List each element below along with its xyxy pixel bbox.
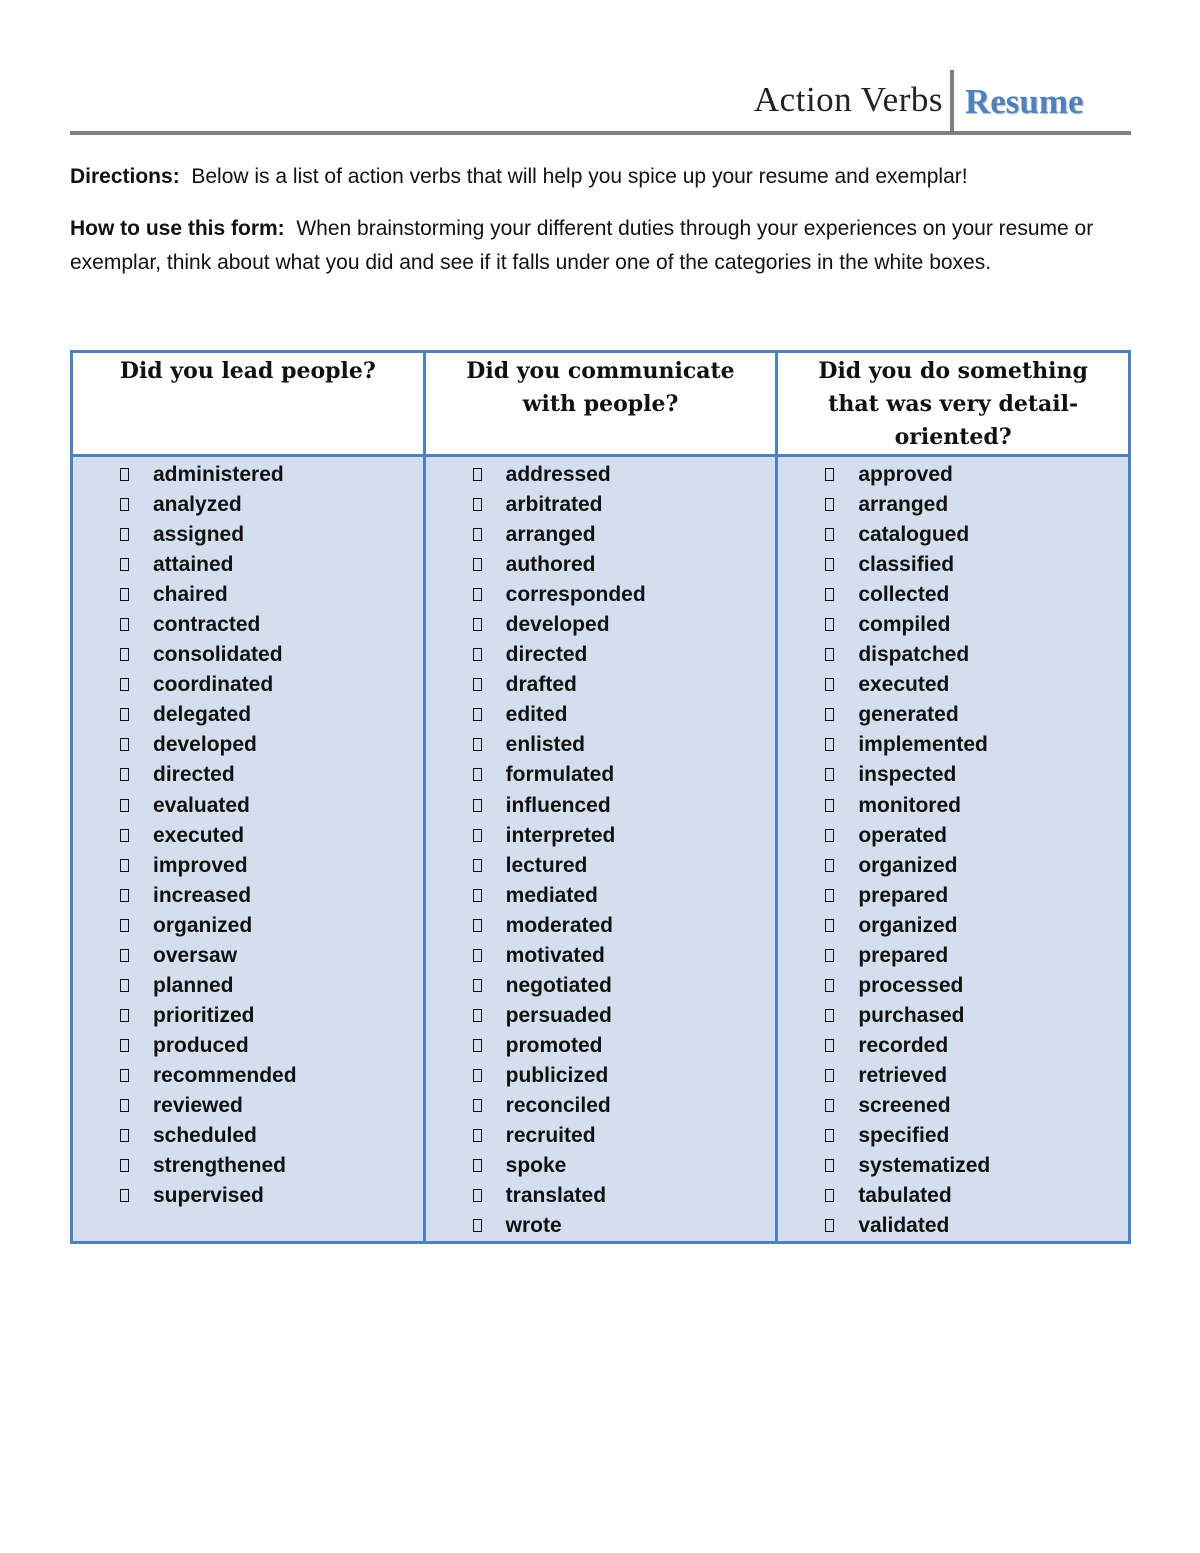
action-verbs-table bbox=[70, 350, 1131, 1244]
verb-label: strengthened bbox=[153, 1154, 287, 1178]
verb-label: supervised bbox=[153, 1184, 264, 1208]
checkbox-icon[interactable] bbox=[120, 1099, 129, 1112]
verb-item[interactable] bbox=[426, 730, 776, 760]
verb-item[interactable] bbox=[426, 851, 776, 881]
checkbox-icon[interactable] bbox=[825, 1159, 834, 1172]
verb-item[interactable] bbox=[426, 550, 776, 580]
checkbox-icon[interactable] bbox=[120, 498, 129, 511]
checkbox-icon[interactable] bbox=[473, 1189, 482, 1202]
verb-label: implemented bbox=[858, 733, 988, 757]
verb-label: analyzed bbox=[153, 493, 242, 517]
verb-item[interactable] bbox=[73, 700, 423, 730]
verb-item[interactable] bbox=[778, 550, 1128, 580]
verb-item[interactable] bbox=[73, 550, 423, 580]
how-to-label: How to use this form: bbox=[70, 217, 285, 240]
checkbox-icon[interactable] bbox=[120, 889, 129, 902]
column-heading-lead: Did you lead people? bbox=[72, 352, 425, 456]
verb-label: systematized bbox=[858, 1154, 991, 1178]
checkbox-icon[interactable] bbox=[120, 1159, 129, 1172]
verb-label: translated bbox=[505, 1184, 607, 1208]
verb-label: corresponded bbox=[505, 583, 646, 607]
verb-item[interactable] bbox=[426, 670, 776, 700]
verb-item[interactable] bbox=[778, 610, 1128, 640]
checkbox-icon[interactable] bbox=[825, 528, 834, 541]
checkbox-icon[interactable] bbox=[120, 1129, 129, 1142]
checkbox-icon[interactable] bbox=[473, 949, 482, 962]
verb-item[interactable] bbox=[778, 670, 1128, 700]
checkbox-icon[interactable] bbox=[825, 678, 834, 691]
verb-label: recorded bbox=[858, 1033, 949, 1057]
verb-label: inspected bbox=[858, 763, 957, 787]
checkbox-icon[interactable] bbox=[120, 1039, 129, 1052]
checkbox-icon[interactable] bbox=[473, 1219, 482, 1232]
verb-label: arranged bbox=[858, 493, 949, 517]
verb-item[interactable] bbox=[778, 1091, 1128, 1121]
checkbox-icon[interactable] bbox=[120, 829, 129, 842]
checkbox-icon[interactable] bbox=[473, 979, 482, 992]
checkbox-icon[interactable] bbox=[825, 738, 834, 751]
verb-item[interactable] bbox=[73, 911, 423, 941]
checkbox-icon[interactable] bbox=[825, 859, 834, 872]
verb-label: consolidated bbox=[153, 643, 283, 667]
verb-label: drafted bbox=[505, 673, 577, 697]
verb-label: prepared bbox=[858, 883, 949, 907]
checkbox-icon[interactable] bbox=[825, 799, 834, 812]
verb-item[interactable] bbox=[426, 520, 776, 550]
checkbox-icon[interactable] bbox=[825, 1069, 834, 1082]
verb-label: monitored bbox=[858, 793, 961, 817]
verb-item[interactable] bbox=[73, 1061, 423, 1091]
checkbox-icon[interactable] bbox=[473, 1009, 482, 1022]
how-to-text: When brainstorming your different duties through your experiences on your resume or exemplar, think about what you did and see if it falls under one of the categories in the white boxes. bbox=[70, 217, 1094, 274]
verb-item[interactable] bbox=[426, 1211, 776, 1241]
verb-label: lectured bbox=[505, 853, 588, 877]
checkbox-icon[interactable] bbox=[825, 768, 834, 781]
checkbox-icon[interactable] bbox=[825, 1189, 834, 1202]
verb-item[interactable] bbox=[778, 1211, 1128, 1241]
checkbox-icon[interactable] bbox=[473, 738, 482, 751]
verb-item[interactable] bbox=[778, 821, 1128, 851]
table-header-row bbox=[72, 352, 1130, 456]
verb-item[interactable] bbox=[73, 490, 423, 520]
checkbox-icon[interactable] bbox=[120, 618, 129, 631]
verb-label: generated bbox=[858, 703, 959, 727]
verb-item[interactable] bbox=[73, 1001, 423, 1031]
checkbox-icon[interactable] bbox=[473, 498, 482, 511]
verb-label: attained bbox=[153, 553, 234, 577]
verb-label: purchased bbox=[858, 1003, 965, 1027]
verb-label: screened bbox=[858, 1093, 951, 1117]
directions-text: Below is a list of action verbs that will help you spice up your resume and exemplar! bbox=[191, 165, 968, 188]
verb-item[interactable] bbox=[778, 1001, 1128, 1031]
verb-item[interactable] bbox=[426, 1031, 776, 1061]
checkbox-icon[interactable] bbox=[473, 1159, 482, 1172]
checkbox-icon[interactable] bbox=[120, 648, 129, 661]
verb-label: enlisted bbox=[505, 733, 586, 757]
checkbox-icon[interactable] bbox=[473, 558, 482, 571]
verb-item[interactable] bbox=[426, 881, 776, 911]
checkbox-icon[interactable] bbox=[473, 1099, 482, 1112]
verb-item[interactable] bbox=[73, 1121, 423, 1151]
verb-label: prepared bbox=[858, 943, 949, 967]
verb-label: increased bbox=[153, 883, 252, 907]
checkbox-icon[interactable] bbox=[120, 528, 129, 541]
verb-item[interactable] bbox=[778, 640, 1128, 670]
verb-label: reconciled bbox=[505, 1093, 611, 1117]
verb-label: classified bbox=[858, 553, 955, 577]
header-title: Action Verbs bbox=[753, 80, 943, 119]
verb-item[interactable] bbox=[73, 1181, 423, 1211]
verb-item[interactable] bbox=[426, 791, 776, 821]
checkbox-icon[interactable] bbox=[120, 979, 129, 992]
verb-item[interactable] bbox=[778, 1031, 1128, 1061]
checkbox-icon[interactable] bbox=[473, 648, 482, 661]
verb-label: assigned bbox=[153, 523, 245, 547]
verb-label: formulated bbox=[505, 763, 615, 787]
verb-label: retrieved bbox=[858, 1063, 948, 1087]
checkbox-icon[interactable] bbox=[473, 1129, 482, 1142]
verb-item[interactable] bbox=[426, 490, 776, 520]
verb-list-communicate bbox=[426, 460, 776, 1241]
checkbox-icon[interactable] bbox=[825, 1039, 834, 1052]
table-body-row bbox=[72, 456, 1130, 1243]
verb-item[interactable] bbox=[73, 851, 423, 881]
column-communicate bbox=[424, 456, 777, 1243]
verb-label: dispatched bbox=[858, 643, 970, 667]
verb-item[interactable] bbox=[778, 760, 1128, 790]
verb-label: executed bbox=[153, 823, 245, 847]
verb-label: recruited bbox=[505, 1124, 596, 1148]
verb-item[interactable] bbox=[778, 730, 1128, 760]
verb-label: scheduled bbox=[153, 1124, 257, 1148]
verb-label: edited bbox=[505, 703, 568, 727]
checkbox-icon[interactable] bbox=[825, 949, 834, 962]
checkbox-icon[interactable] bbox=[473, 829, 482, 842]
verb-label: executed bbox=[858, 673, 950, 697]
verb-label: compiled bbox=[858, 613, 951, 637]
verb-item[interactable] bbox=[73, 760, 423, 790]
checkbox-icon[interactable] bbox=[825, 618, 834, 631]
verb-item[interactable] bbox=[73, 640, 423, 670]
verb-label: motivated bbox=[505, 943, 605, 967]
checkbox-icon[interactable] bbox=[473, 919, 482, 932]
verb-item[interactable] bbox=[426, 971, 776, 1001]
verb-item[interactable] bbox=[73, 520, 423, 550]
verb-item[interactable] bbox=[73, 1091, 423, 1121]
verb-item[interactable] bbox=[73, 670, 423, 700]
verb-item[interactable] bbox=[778, 851, 1128, 881]
verb-label: moderated bbox=[505, 913, 614, 937]
verb-label: influenced bbox=[505, 793, 611, 817]
checkbox-icon[interactable] bbox=[473, 1069, 482, 1082]
checkbox-icon[interactable] bbox=[825, 708, 834, 721]
verb-item[interactable] bbox=[426, 941, 776, 971]
verb-item[interactable] bbox=[73, 791, 423, 821]
checkbox-icon[interactable] bbox=[120, 678, 129, 691]
verb-label: interpreted bbox=[505, 823, 616, 847]
page-header bbox=[70, 70, 1131, 136]
checkbox-icon[interactable] bbox=[473, 468, 482, 481]
verb-list-detail bbox=[778, 460, 1128, 1241]
verb-label: publicized bbox=[505, 1063, 609, 1087]
verb-label: reviewed bbox=[153, 1093, 243, 1117]
header-rule bbox=[70, 131, 1131, 135]
column-heading-detail: Did you do something that was very detail-oriented? bbox=[777, 352, 1130, 456]
verb-label: evaluated bbox=[153, 793, 250, 817]
verb-label: addressed bbox=[505, 463, 611, 486]
verb-label: improved bbox=[153, 853, 248, 877]
verb-label: mediated bbox=[505, 883, 598, 907]
verb-label: produced bbox=[153, 1033, 249, 1057]
checkbox-icon[interactable] bbox=[120, 588, 129, 601]
verb-label: arbitrated bbox=[505, 493, 603, 517]
how-to-paragraph bbox=[70, 212, 1135, 280]
checkbox-icon[interactable] bbox=[120, 708, 129, 721]
checkbox-icon[interactable] bbox=[825, 1099, 834, 1112]
verb-label: organized bbox=[858, 913, 958, 937]
verb-label: planned bbox=[153, 973, 234, 997]
checkbox-icon[interactable] bbox=[473, 588, 482, 601]
checkbox-icon[interactable] bbox=[825, 889, 834, 902]
verb-label: promoted bbox=[505, 1033, 603, 1057]
verb-item[interactable] bbox=[778, 941, 1128, 971]
verb-label: spoke bbox=[505, 1154, 567, 1178]
verb-label: oversaw bbox=[153, 943, 238, 967]
checkbox-icon[interactable] bbox=[473, 678, 482, 691]
checkbox-icon[interactable] bbox=[473, 768, 482, 781]
verb-label: organized bbox=[153, 913, 253, 937]
checkbox-icon[interactable] bbox=[120, 1069, 129, 1082]
checkbox-icon[interactable] bbox=[825, 1129, 834, 1142]
checkbox-icon[interactable] bbox=[120, 1009, 129, 1022]
verb-item[interactable] bbox=[426, 610, 776, 640]
verb-label: validated bbox=[858, 1214, 950, 1238]
verb-item[interactable] bbox=[73, 881, 423, 911]
verb-item[interactable] bbox=[778, 700, 1128, 730]
verb-item[interactable] bbox=[426, 1121, 776, 1151]
checkbox-icon[interactable] bbox=[120, 768, 129, 781]
verb-item[interactable] bbox=[778, 1061, 1128, 1091]
verb-item[interactable] bbox=[778, 520, 1128, 550]
verb-item[interactable] bbox=[778, 791, 1128, 821]
checkbox-icon[interactable] bbox=[473, 799, 482, 812]
verb-item[interactable] bbox=[778, 460, 1128, 490]
verb-item[interactable] bbox=[73, 460, 423, 490]
checkbox-icon[interactable] bbox=[825, 979, 834, 992]
verb-label: persuaded bbox=[505, 1003, 612, 1027]
verb-item[interactable] bbox=[778, 1181, 1128, 1211]
verb-item[interactable] bbox=[426, 1061, 776, 1091]
verb-label: catalogued bbox=[858, 523, 970, 547]
column-heading-communicate: Did you communicate with people? bbox=[424, 352, 777, 456]
verb-label: tabulated bbox=[858, 1184, 952, 1208]
verb-item[interactable] bbox=[426, 580, 776, 610]
checkbox-icon[interactable] bbox=[825, 829, 834, 842]
verb-item[interactable] bbox=[73, 971, 423, 1001]
verb-label: recommended bbox=[153, 1063, 297, 1087]
verb-label: administered bbox=[153, 463, 284, 486]
checkbox-icon[interactable] bbox=[473, 1039, 482, 1052]
checkbox-icon[interactable] bbox=[120, 799, 129, 812]
verb-item[interactable] bbox=[426, 1091, 776, 1121]
verb-item[interactable] bbox=[778, 490, 1128, 520]
verb-label: collected bbox=[858, 583, 950, 607]
checkbox-icon[interactable] bbox=[473, 859, 482, 872]
checkbox-icon[interactable] bbox=[473, 528, 482, 541]
checkbox-icon[interactable] bbox=[473, 618, 482, 631]
verb-item[interactable] bbox=[73, 580, 423, 610]
verb-item[interactable] bbox=[426, 1001, 776, 1031]
verb-label: chaired bbox=[153, 583, 228, 607]
checkbox-icon[interactable] bbox=[825, 588, 834, 601]
verb-item[interactable] bbox=[426, 700, 776, 730]
verb-label: prioritized bbox=[153, 1003, 255, 1027]
checkbox-icon[interactable] bbox=[825, 1219, 834, 1232]
verb-item[interactable] bbox=[426, 760, 776, 790]
checkbox-icon[interactable] bbox=[825, 468, 834, 481]
verb-item[interactable] bbox=[73, 941, 423, 971]
checkbox-icon[interactable] bbox=[825, 919, 834, 932]
directions-paragraph bbox=[70, 160, 1135, 194]
verb-label: directed bbox=[153, 763, 235, 787]
verb-item[interactable] bbox=[73, 730, 423, 760]
verb-label: contracted bbox=[153, 613, 261, 637]
verb-label: operated bbox=[858, 823, 947, 847]
checkbox-icon[interactable] bbox=[120, 919, 129, 932]
verb-label: authored bbox=[505, 553, 596, 577]
verb-item[interactable] bbox=[73, 821, 423, 851]
verb-label: organized bbox=[858, 853, 958, 877]
checkbox-icon[interactable] bbox=[825, 1009, 834, 1022]
verb-item[interactable] bbox=[778, 1151, 1128, 1181]
verb-item[interactable] bbox=[73, 610, 423, 640]
verb-label: delegated bbox=[153, 703, 252, 727]
column-detail bbox=[777, 456, 1130, 1243]
verb-item[interactable] bbox=[778, 911, 1128, 941]
verb-item[interactable] bbox=[426, 460, 776, 490]
verb-item[interactable] bbox=[426, 1181, 776, 1211]
verb-label: developed bbox=[505, 613, 610, 637]
checkbox-icon[interactable] bbox=[120, 738, 129, 751]
verb-label: specified bbox=[858, 1124, 950, 1148]
header-brand: Resume bbox=[965, 82, 1084, 121]
verb-label: processed bbox=[858, 973, 964, 997]
verb-item[interactable] bbox=[426, 821, 776, 851]
verb-item[interactable] bbox=[73, 1031, 423, 1061]
verb-label: arranged bbox=[505, 523, 596, 547]
column-lead bbox=[72, 456, 425, 1243]
checkbox-icon[interactable] bbox=[473, 889, 482, 902]
verb-label: negotiated bbox=[505, 973, 612, 997]
verb-item[interactable] bbox=[426, 1151, 776, 1181]
checkbox-icon[interactable] bbox=[825, 498, 834, 511]
checkbox-icon[interactable] bbox=[825, 558, 834, 571]
verb-item[interactable] bbox=[426, 640, 776, 670]
checkbox-icon[interactable] bbox=[120, 1189, 129, 1202]
directions-label: Directions: bbox=[70, 165, 180, 188]
checkbox-icon[interactable] bbox=[120, 859, 129, 872]
checkbox-icon[interactable] bbox=[825, 648, 834, 661]
verb-label: coordinated bbox=[153, 673, 274, 697]
verb-label: developed bbox=[153, 733, 257, 757]
verb-label: wrote bbox=[505, 1214, 562, 1238]
verb-label: directed bbox=[505, 643, 588, 667]
verb-item[interactable] bbox=[778, 971, 1128, 1001]
header-separator bbox=[950, 70, 954, 132]
verb-item[interactable] bbox=[778, 881, 1128, 911]
verb-item[interactable] bbox=[778, 1121, 1128, 1151]
verb-label: approved bbox=[858, 463, 953, 486]
verb-item[interactable] bbox=[73, 1151, 423, 1181]
checkbox-icon[interactable] bbox=[120, 468, 129, 481]
verb-item[interactable] bbox=[778, 580, 1128, 610]
checkbox-icon[interactable] bbox=[120, 949, 129, 962]
verb-item[interactable] bbox=[426, 911, 776, 941]
checkbox-icon[interactable] bbox=[473, 708, 482, 721]
verb-list-lead bbox=[73, 460, 423, 1211]
checkbox-icon[interactable] bbox=[120, 558, 129, 571]
